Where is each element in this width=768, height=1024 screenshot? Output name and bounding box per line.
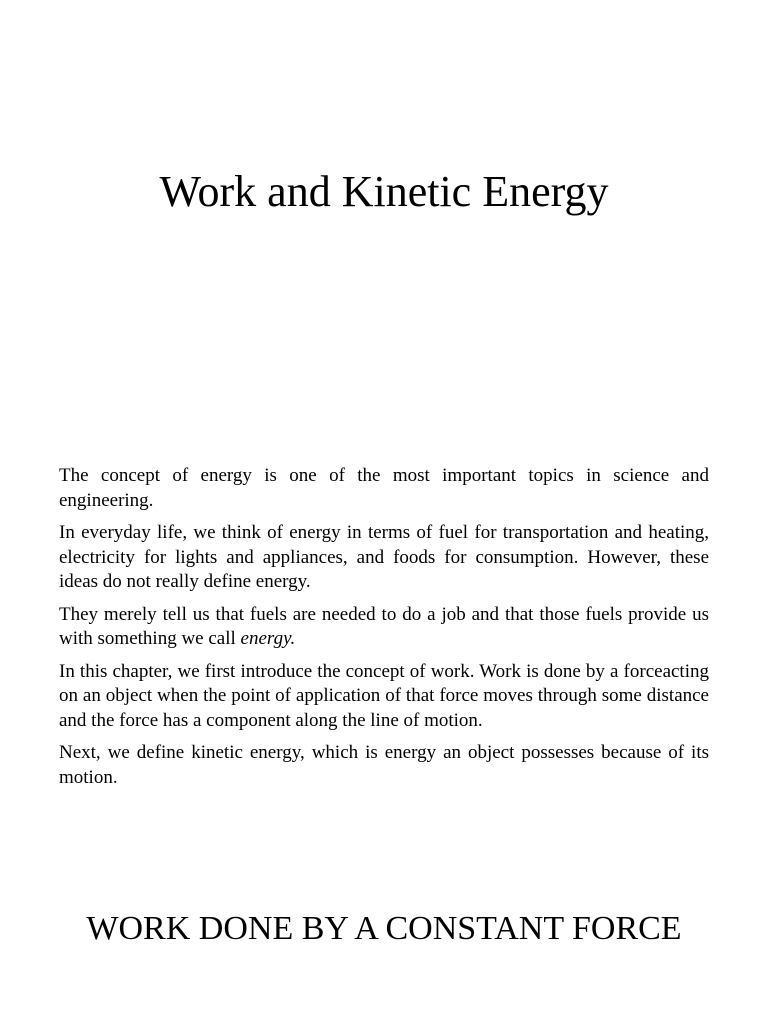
paragraph-kinetic-energy: Next, we define kinetic energy, which is energy an object possesses because of its motion. xyxy=(59,742,709,788)
paragraph-energy-concept: The concept of energy is one of the most important topics in science and engineering. xyxy=(59,465,709,511)
paragraph-everyday-life: In everyday life, we think of energy in terms of fuel for transportation and heating, electricity for lights and appliances, and foods for consumption. However, these ideas do not really define energy. xyxy=(59,522,709,592)
page-title: Work and Kinetic Energy xyxy=(159,167,609,216)
paragraph-fuels xyxy=(59,603,709,652)
paragraph-work-intro: In this chapter, we first introduce the concept of work. Work is done by a forceacting on an object when the point of application of that force moves through some distance and the force has a component along the line of motion. xyxy=(59,660,709,731)
energy-emphasis: energy. xyxy=(240,628,296,649)
body-text xyxy=(59,464,709,798)
paragraph-fuels-text: They merely tell us that fuels are needed to do a job and that those fuels provide us with something we call xyxy=(59,603,709,649)
section-heading: WORK DONE BY A CONSTANT FORCE xyxy=(86,910,682,947)
